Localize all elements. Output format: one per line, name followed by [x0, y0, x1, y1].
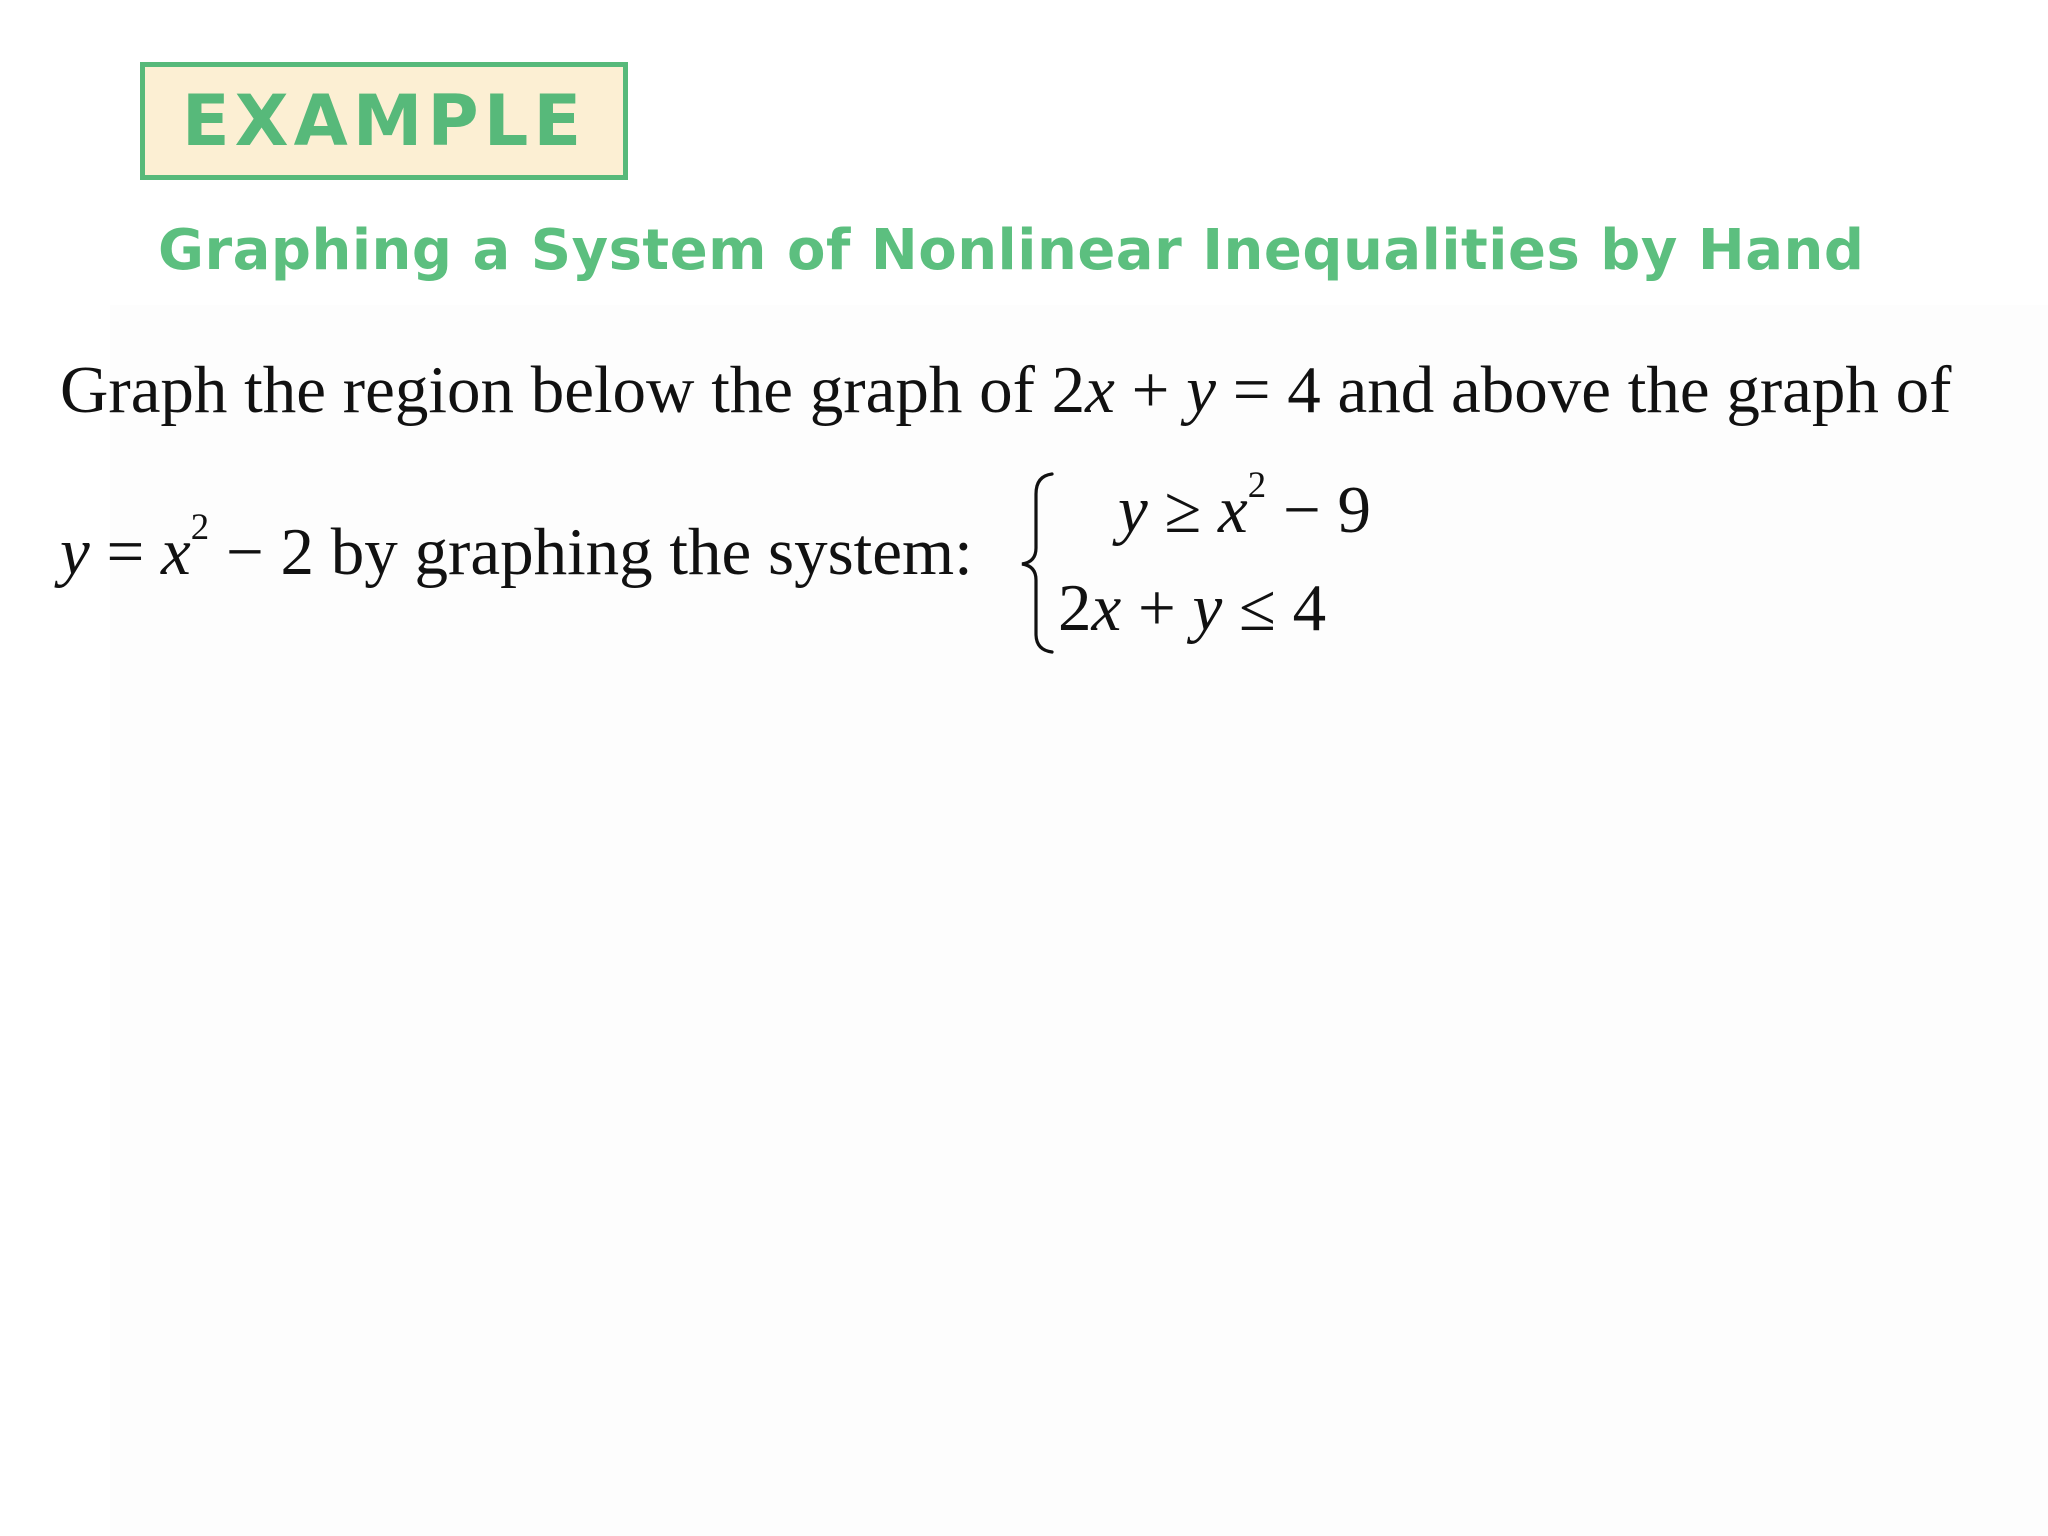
parabola-eq-exponent: 2	[190, 506, 210, 547]
parabola-eq-rest: − 2	[209, 515, 315, 589]
ineq2-coef: 2	[1058, 571, 1092, 645]
inequality-1	[1118, 464, 1371, 549]
left-brace-icon	[1018, 470, 1058, 655]
ineq1-operator: ≥	[1147, 473, 1219, 547]
parabola-eq-x: x	[161, 515, 191, 589]
section-subtitle: Graphing a System of Nonlinear Inequalities by Hand	[158, 218, 1865, 283]
parabola-equation	[60, 506, 315, 589]
problem-line-1	[60, 352, 1951, 429]
line-eq-coef: 2	[1051, 353, 1086, 427]
line-eq-x: x	[1085, 353, 1115, 427]
line2-suffix-text: by graphing the system:	[314, 515, 973, 589]
line-eq-y: y	[1186, 353, 1216, 427]
ineq1-x: x	[1218, 473, 1248, 547]
line-eq-rest: = 4	[1215, 353, 1321, 427]
ineq1-rest: − 9	[1266, 473, 1371, 547]
ineq2-x: x	[1091, 571, 1122, 645]
ineq2-y: y	[1192, 571, 1223, 645]
line-eq-plus: +	[1114, 353, 1187, 427]
inequality-system	[1018, 464, 1418, 660]
line-equation	[1052, 353, 1321, 427]
inequality-2	[1058, 570, 1326, 647]
line1-suffix-text: and above the graph of	[1320, 353, 1952, 427]
ineq1-y: y	[1118, 473, 1148, 547]
problem-line-2	[60, 506, 973, 591]
ineq2-rest: ≤ 4	[1222, 571, 1327, 645]
line1-prefix-text: Graph the region below the graph of	[60, 353, 1052, 427]
ineq2-plus: +	[1121, 571, 1193, 645]
parabola-eq-y: y	[60, 515, 90, 589]
example-label: EXAMPLE	[181, 80, 587, 162]
example-badge	[140, 62, 628, 180]
ineq1-exponent: 2	[1247, 464, 1267, 505]
parabola-eq-equals: =	[89, 515, 162, 589]
